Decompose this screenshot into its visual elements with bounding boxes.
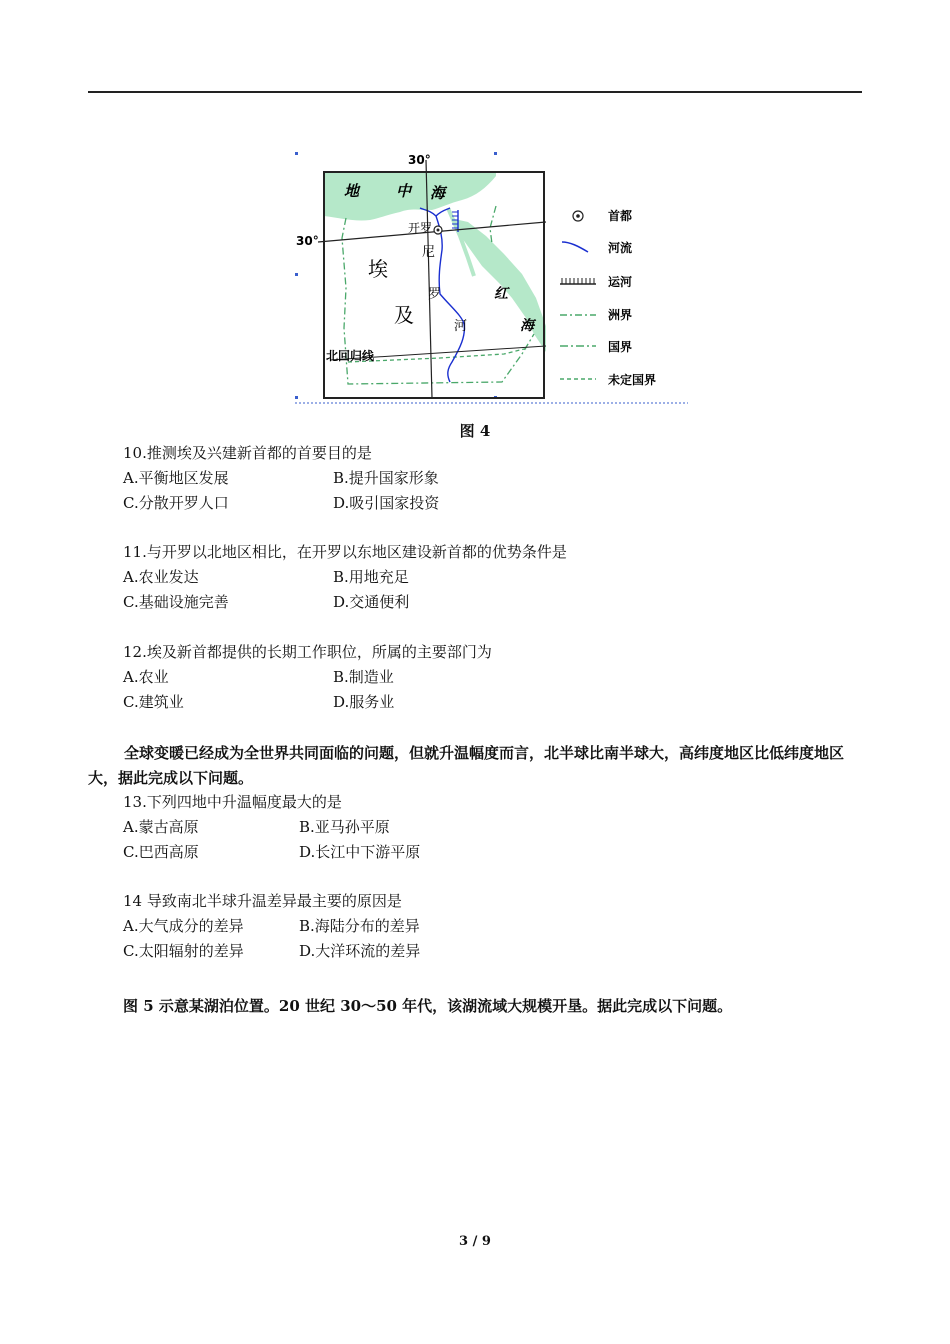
- country-label-ai: 埃: [368, 257, 388, 281]
- legend-label-river: 河流: [608, 241, 633, 255]
- legend-label-capital: 首都: [608, 209, 633, 223]
- selection-handle: [295, 152, 298, 155]
- page-number: 3 / 9: [459, 1234, 491, 1249]
- question-10-stem: 10.推测埃及兴建新首都的首要目的是: [123, 444, 372, 462]
- nile-label-ni: 尼: [422, 245, 436, 260]
- question-12-stem: 12.埃及新首都提供的长期工作职位，所属的主要部门为: [123, 643, 492, 661]
- tropic-label: 北回归线: [326, 349, 375, 363]
- question-12-option-a: A.农业: [123, 668, 169, 686]
- lat-30-label: 30°: [296, 234, 319, 248]
- question-13-stem: 13.下列四地中升温幅度最大的是: [123, 793, 342, 811]
- egypt-map-svg: [290, 148, 690, 413]
- question-11-option-d: D.交通便利: [333, 593, 410, 611]
- figure-4-map: [290, 148, 690, 413]
- capital-marker-dot: [437, 229, 440, 232]
- selection-handle: [494, 152, 497, 155]
- question-10-option-a: A.平衡地区发展: [123, 469, 229, 487]
- question-10-option-d: D.吸引国家投资: [333, 494, 440, 512]
- question-11-stem: 11.与开罗以北地区相比，在开罗以东地区建设新首都的优势条件是: [123, 543, 567, 561]
- legend-label-continent: 洲界: [608, 308, 633, 322]
- legend-label-canal: 运河: [608, 275, 633, 289]
- legend-label-undetermined: 未定国界: [608, 373, 657, 387]
- question-10-option-b: B.提升国家形象: [333, 469, 439, 487]
- question-12-option-b: B.制造业: [333, 668, 394, 686]
- capital-icon-dot: [576, 214, 580, 218]
- passage-lake: 图 5 示意某湖泊位置。20 世纪 30～50 年代，该湖流域大规模开垦。据此完成以下问题。: [123, 997, 733, 1015]
- question-13-option-b: B.亚马孙平原: [299, 818, 390, 836]
- question-11-option-c: C.基础设施完善: [123, 593, 229, 611]
- red-sea-label-hong: 红: [494, 286, 508, 302]
- question-10-option-c: C.分散开罗人口: [123, 494, 229, 512]
- river-icon: [562, 242, 588, 252]
- question-13-option-d: D.长江中下游平原: [299, 843, 421, 861]
- legend-label-national: 国界: [608, 340, 633, 354]
- figure-4-caption: 图 4: [459, 422, 491, 440]
- question-13-option-a: A.蒙古高原: [123, 818, 199, 836]
- map-legend: [560, 208, 656, 387]
- lon-30-label: 30°: [408, 153, 431, 167]
- sea-label-zhong: 中: [396, 182, 412, 200]
- selection-handle: [295, 396, 298, 399]
- question-11-option-a: A.农业发达: [123, 568, 199, 586]
- question-11-option-b: B.用地充足: [333, 568, 409, 586]
- selection-handle: [295, 273, 298, 276]
- country-label-ji: 及: [394, 303, 414, 327]
- nile-label-luo: 罗: [428, 287, 442, 302]
- nile-label-he: 河: [454, 319, 468, 334]
- header-rule: [88, 91, 862, 93]
- continent-boundary: [490, 206, 496, 244]
- passage-global-warming: 全球变暖已经成为全世界共同面临的问题，但就升温幅度而言，北半球比南半球大，高纬度地区比低纬度地区大，据此完成以下问题。: [88, 744, 845, 787]
- red-sea-label-hai: 海: [520, 318, 534, 334]
- question-14-option-c: C.太阳辐射的差异: [123, 942, 244, 960]
- question-12-option-c: C.建筑业: [123, 693, 184, 711]
- city-label-cairo: 开罗: [408, 221, 433, 235]
- question-14-stem: 14 导致南北半球升温差异最主要的原因是: [123, 892, 402, 910]
- sea-label-di: 地: [344, 182, 360, 200]
- question-13-option-c: C.巴西高原: [123, 843, 199, 861]
- question-14-option-d: D.大洋环流的差异: [299, 942, 421, 960]
- undetermined-boundary: [348, 348, 528, 362]
- sea-label-hai: 海: [430, 184, 446, 202]
- question-12-option-d: D.服务业: [333, 693, 395, 711]
- canal-icon: [560, 278, 596, 284]
- question-14-option-a: A.大气成分的差异: [123, 917, 244, 935]
- question-14-option-b: B.海陆分布的差异: [299, 917, 420, 935]
